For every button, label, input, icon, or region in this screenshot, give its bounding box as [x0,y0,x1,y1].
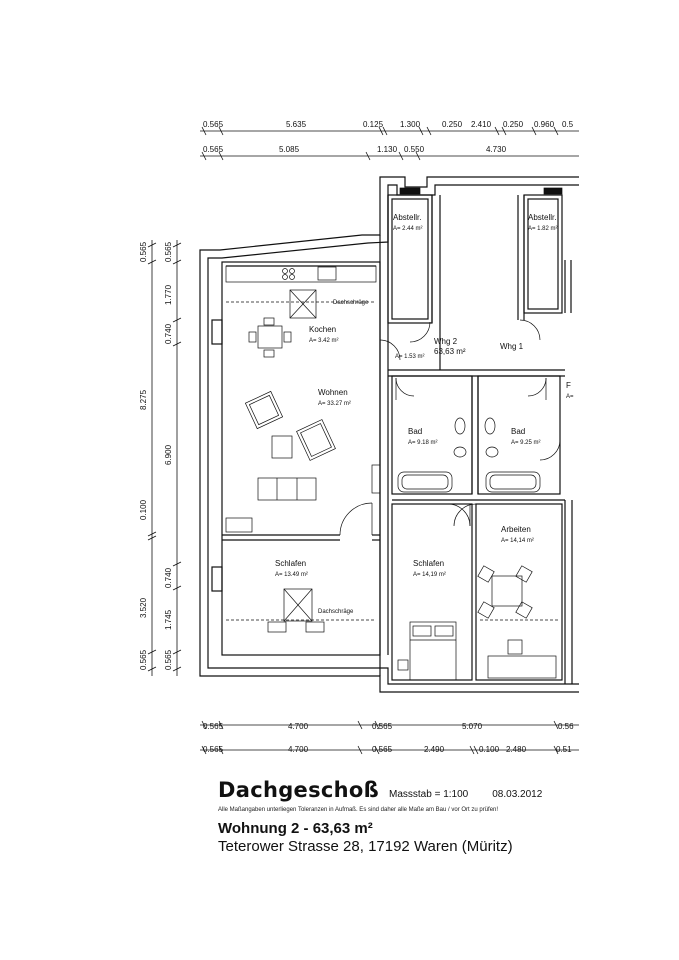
left-dimensions-inner [164,241,173,670]
room-name-abstellraum-right: Abstellr. [528,213,557,222]
dim-label: 0.565 [203,120,224,129]
dim-label: 5.635 [286,120,307,129]
dim-label: 0.51 [556,745,572,754]
dim-label: 0.565 [203,745,224,754]
left-dimensions-outer [139,241,148,670]
room-name-abstellraum-left: Abstellr. [393,213,422,222]
address: Teterower Strasse 28, 17192 Waren (Müritz) [218,838,513,855]
dim-label: 5.085 [279,145,300,154]
title-row [218,778,658,802]
dim-label: 2.480 [506,745,527,754]
room-area-wohnen: A= 33.27 m² [318,401,351,407]
room-area-abstellraum-right: A= 1.82 m² [528,226,558,232]
unit-area-whg2: 63,63 m² [434,347,466,356]
dim-label: 0.565 [203,145,224,154]
room-area-abstellraum-left: A= 2.44 m² [393,226,423,232]
dim-label: 0.100 [479,745,500,754]
title-block [218,778,658,855]
dim-label: 1.130 [377,145,398,154]
room-area-schlafen-right: A= 14,19 m² [413,572,446,578]
dim-label: 0.565 [164,649,173,670]
dim-label: 0.250 [442,120,463,129]
top-dimensions-1 [203,120,574,129]
room-area-kochen: A= 3.42 m² [309,338,339,344]
dim-label: 4.730 [486,145,507,154]
bottom-dimensions-1 [203,722,574,731]
room-area-arbeiten: A= 14,14 m² [501,538,534,544]
room-area-bad-left: A= 9.18 m² [408,440,438,446]
room-name-arbeiten: Arbeiten [501,525,531,534]
room-name-f: F [566,381,571,390]
room-name-bad-left: Bad [408,427,423,436]
dim-label: 0.565 [139,649,148,670]
tolerance-note: Alle Maßangaben unterliegen Toleranzen in Aufmaß. Es sind daher alle Maße am Bau / vor Ort zu prüfen! [218,807,499,813]
dim-label: 0.565 [139,241,148,262]
dim-label: 0.740 [164,567,173,588]
plan-date: 08.03.2012 [492,789,543,800]
dim-label: 4.700 [288,745,309,754]
dim-label: 0.565 [164,241,173,262]
dim-label: 3.520 [139,597,148,618]
room-name-schlafen-left: Schlafen [275,559,307,568]
dim-label: 2.490 [424,745,445,754]
dim-label: 0.740 [164,323,173,344]
unit-name-whg1: Whg 1 [500,342,524,351]
dim-label: 0.250 [503,120,524,129]
dim-label: 0.125 [363,120,384,129]
dachschraege-label: Dachschräge [333,300,369,306]
top-dimensions-2 [203,145,507,154]
plan-title: Dachgeschoß [218,778,380,802]
dim-label: 5.070 [462,722,483,731]
dim-label: 0.5 [562,120,574,129]
dachschraege-label: Dachschräge [318,609,354,615]
room-name-wohnen: Wohnen [318,388,348,397]
room-area-schlafen-left: A= 13.49 m² [275,572,308,578]
bottom-dimensions-2 [203,745,572,754]
room-area-f: A= [566,394,574,400]
dim-label: 1.745 [164,609,173,630]
room-name-kochen: Kochen [309,325,337,334]
dim-label: 0.565 [203,722,224,731]
dim-label: 8.275 [139,389,148,410]
dim-label: 2.410 [471,120,492,129]
room-labels [275,213,574,615]
room-name-schlafen-right: Schlafen [413,559,445,568]
room-area-flur: A= 1.53 m² [395,354,425,360]
dim-label: 4.700 [288,722,309,731]
dim-label: 1.300 [400,120,421,129]
dim-label: 6.900 [164,444,173,465]
dim-label: 0.565 [372,722,393,731]
dim-label: 1.770 [164,284,173,305]
unit-heading: Wohnung 2 - 63,63 m² [218,820,373,837]
dim-label: 0.550 [404,145,425,154]
dim-label: 0.100 [139,499,148,520]
scale-label: Massstab = 1:100 [389,789,469,800]
dim-label: 0.565 [372,745,393,754]
unit-name-whg2: Whg 2 [434,337,458,346]
room-name-bad-right: Bad [511,427,526,436]
dim-label: 0.960 [534,120,555,129]
dim-label: 0.56 [558,722,574,731]
room-area-bad-right: A= 9.25 m² [511,440,541,446]
